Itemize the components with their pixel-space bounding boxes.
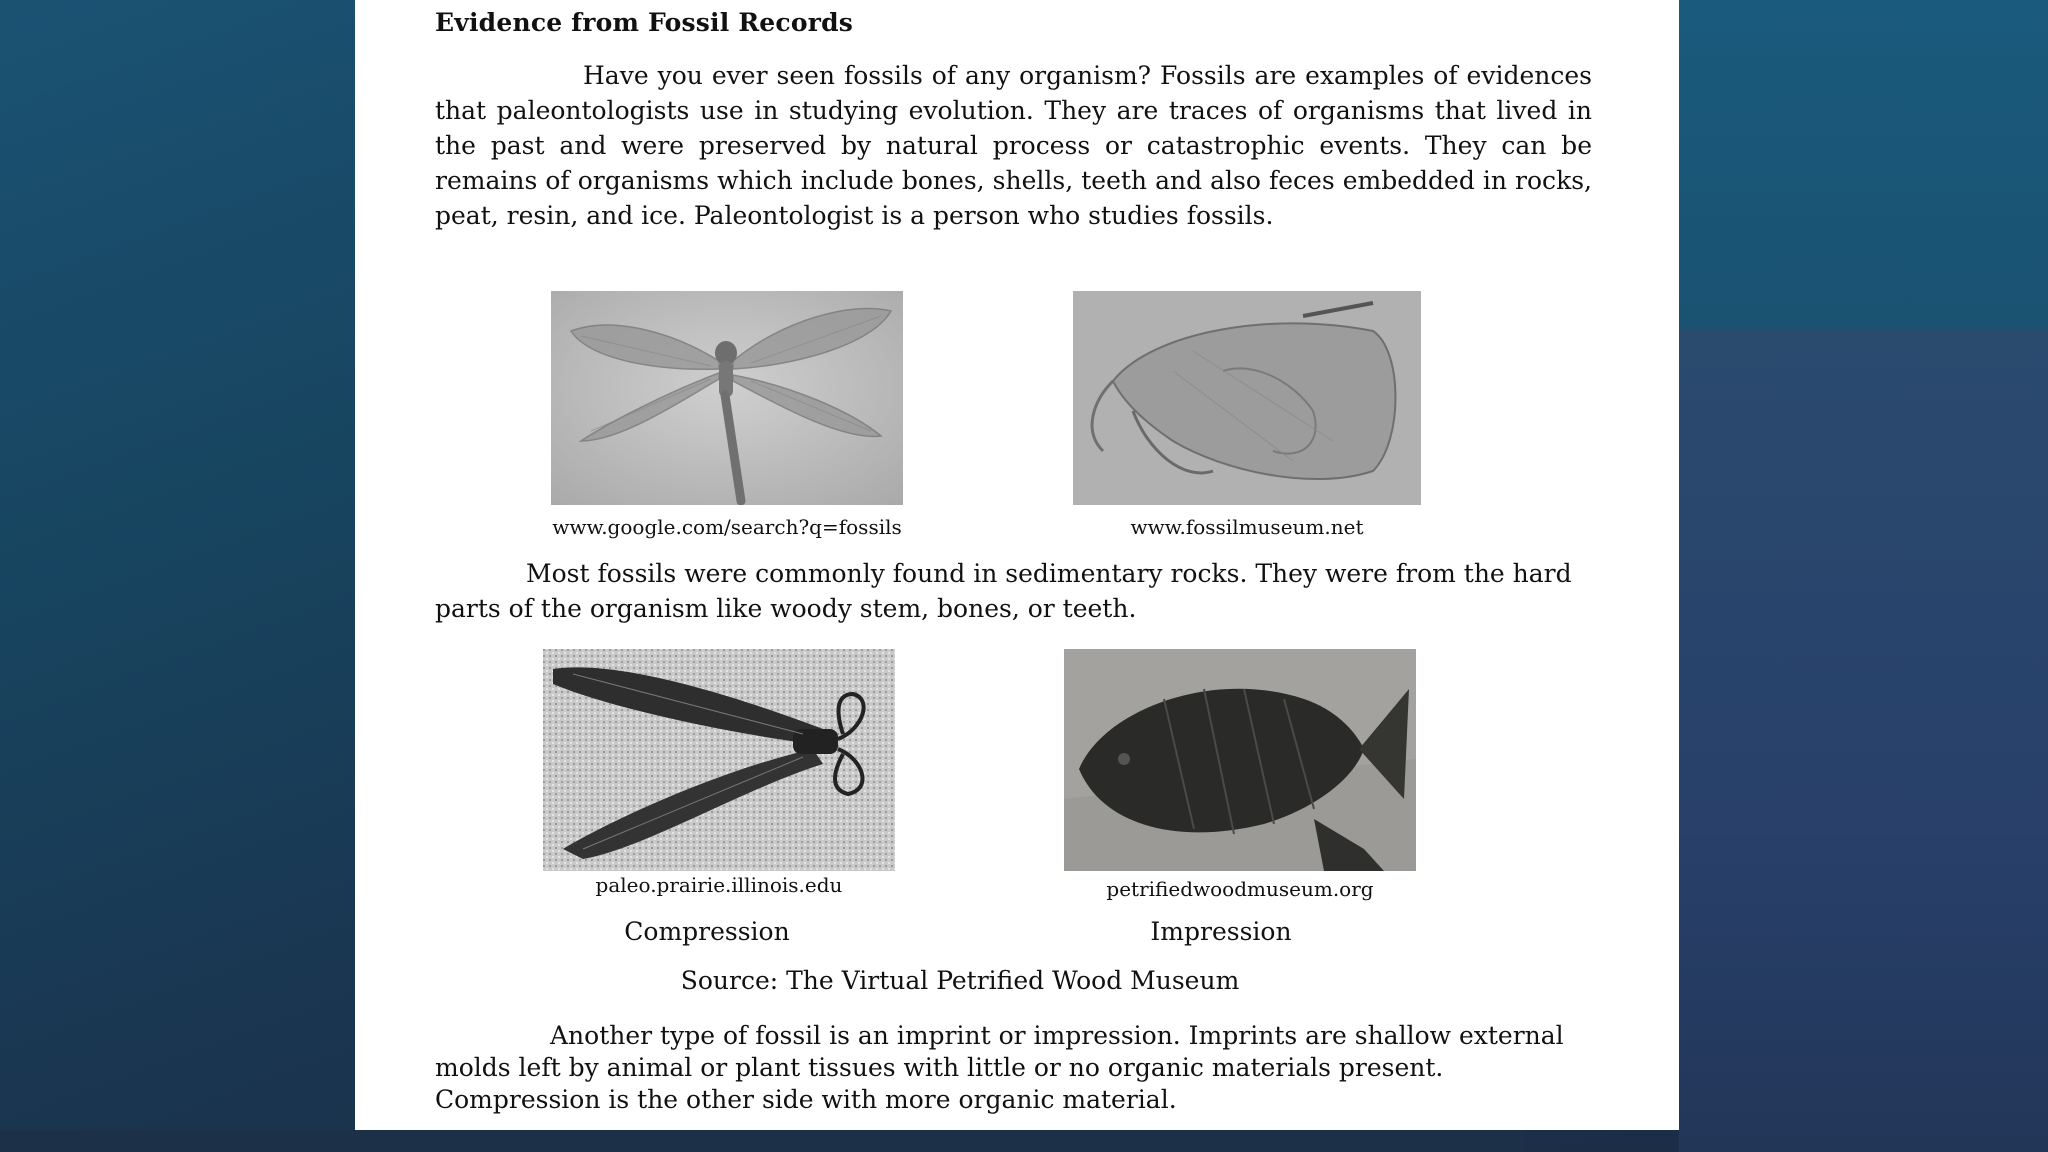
- document-page: [355, 0, 1679, 1130]
- background-panel-top-right: [1679, 0, 2048, 330]
- source-line: Source: The Virtual Petrified Wood Museum: [680, 966, 1240, 995]
- section-heading: Evidence from Fossil Records: [435, 8, 854, 37]
- shrimp-fossil-image: [1073, 291, 1421, 505]
- fish-impression-fossil-image: [1064, 649, 1416, 871]
- insect-compression-fossil-image: [543, 649, 895, 871]
- figure-caption-1: www.google.com/search?q=fossils: [552, 515, 902, 539]
- figure-caption-4: petrifiedwoodmuseum.org: [1106, 877, 1374, 901]
- sedimentary-paragraph: Most fossils were commonly found in sedimentary rocks. They were from the hard parts of the organism like woody stem, bones, or teeth.: [435, 559, 1572, 623]
- background-bottom-strip: [0, 1130, 1525, 1152]
- background-panel-bottom-right: [1679, 330, 2048, 1152]
- intro-paragraph: Have you ever seen fossils of any organism? Fossils are examples of evidences that paleontologists use in studying evolution. They are traces of organisms that lived in the past and were preserved by natural process or catastrophic events. They can be remains of organisms which include bones, shells, teeth and also feces embedded in rocks, peat, resin, and ice. Paleontologist is a person who studies fossils.: [435, 61, 1592, 230]
- figure-caption-2: www.fossilmuseum.net: [1130, 515, 1364, 539]
- impression-label: Impression: [1150, 917, 1292, 946]
- imprint-paragraph: Another type of fossil is an imprint or impression. Imprints are shallow external molds left by animal or plant tissues with little or no organic materials present. Compression is the other side with more organic material.: [435, 1021, 1564, 1114]
- dragonfly-fossil-image: [551, 291, 903, 505]
- figure-caption-3: paleo.prairie.illinois.edu: [595, 873, 843, 897]
- compression-label: Compression: [624, 917, 790, 946]
